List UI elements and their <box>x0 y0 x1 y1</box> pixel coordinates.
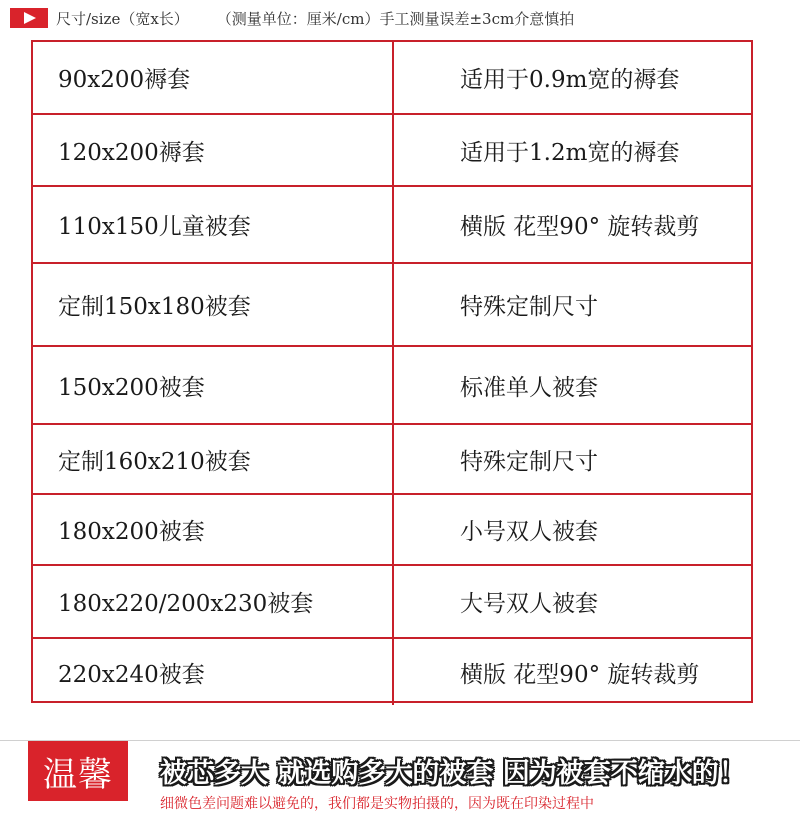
size-cell: 180x200被套 <box>33 495 394 564</box>
description-cell: 特殊定制尺寸 <box>460 294 598 320</box>
size-table <box>31 40 753 703</box>
size-label: 尺寸/size（宽x长） <box>56 9 189 28</box>
size-cell: 220x240被套 <box>33 639 394 705</box>
description-cell: 标准单人被套 <box>460 374 598 401</box>
description-cell: 横版 花型90° 旋转裁剪 <box>460 214 700 240</box>
table-row <box>33 495 751 566</box>
size-header <box>0 0 800 36</box>
table-row <box>33 264 751 347</box>
description-cell: 适用于0.9m宽的褥套 <box>460 67 680 93</box>
description-cell: 适用于1.2m宽的褥套 <box>460 139 680 166</box>
description-cell: 横版 花型90° 旋转裁剪 <box>460 661 700 688</box>
size-cell: 180x220/200x230被套 <box>33 566 394 637</box>
description-cell: 特殊定制尺寸 <box>460 448 598 475</box>
table-row <box>33 425 751 495</box>
table-row <box>33 42 751 115</box>
tip-badge: 温馨 <box>28 741 128 801</box>
size-cell: 110x150儿童被套 <box>33 187 394 262</box>
description-cell: 大号双人被套 <box>460 591 598 617</box>
table-row <box>33 187 751 264</box>
tip-subtext: 细微色差问题难以避免的，我们都是实物拍摄的，因为既在印染过程中 <box>160 796 594 812</box>
size-cell: 定制150x180被套 <box>33 264 394 345</box>
size-cell: 120x200褥套 <box>33 115 394 185</box>
play-triangle-icon <box>10 8 48 28</box>
tip-text: 被芯多大 就选购多大的被套 因为被套不缩水的！ <box>160 758 746 789</box>
table-row <box>33 115 751 187</box>
size-cell: 90x200褥套 <box>33 42 394 113</box>
tip-banner <box>0 740 800 812</box>
size-cell: 定制160x210被套 <box>33 425 394 493</box>
size-cell: 150x200被套 <box>33 347 394 423</box>
description-cell: 小号双人被套 <box>460 519 598 545</box>
table-row <box>33 347 751 425</box>
table-row <box>33 566 751 639</box>
measurement-note: （测量单位：厘米/cm）手工测量误差±3cm介意慎拍 <box>216 9 575 28</box>
table-row <box>33 639 751 705</box>
